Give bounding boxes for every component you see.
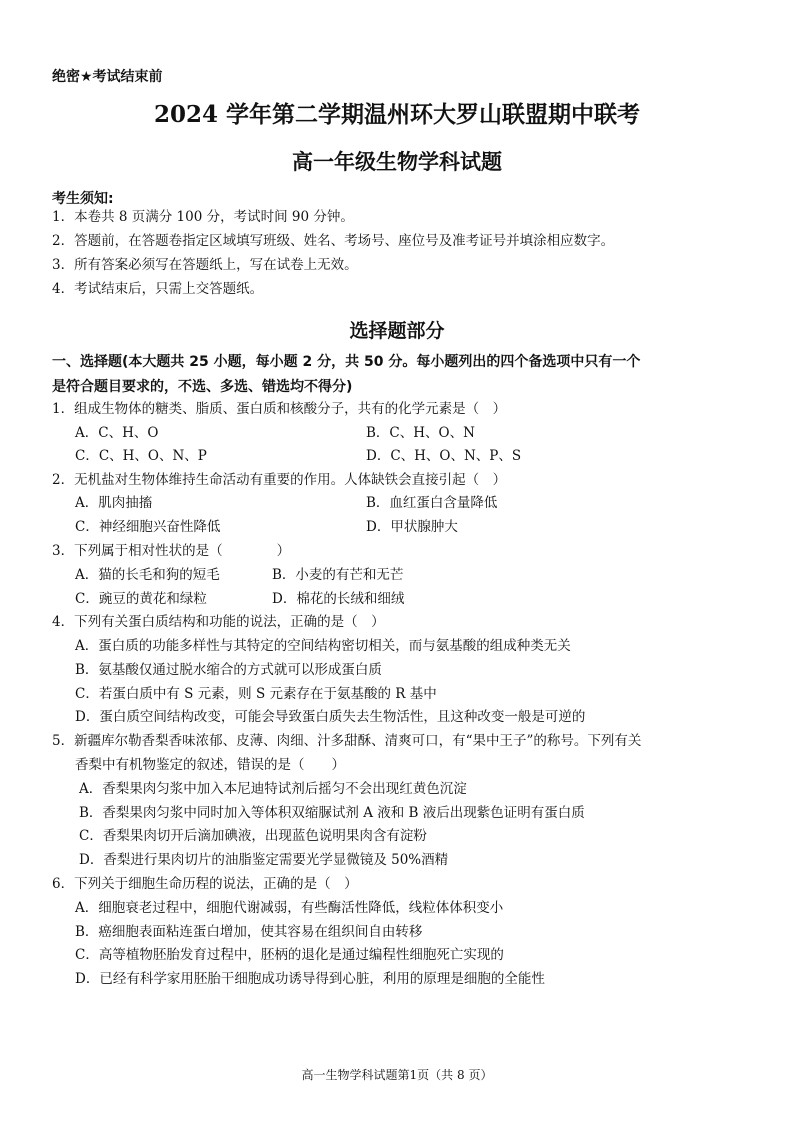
question-2-option-c: C．神经细胞兴奋性降低: [75, 519, 221, 535]
question-4-option-d: D．蛋白质空间结构改变，可能会导致蛋白质失去生物活性，且这种改变一般是可逆的: [75, 709, 586, 725]
exam-title: 2024 学年第二学期温州环大罗山联盟期中联考: [153, 101, 641, 128]
question-1-option-a: A．C、H、O: [75, 425, 159, 441]
question-2-option-d: D．甲状腺肿大: [366, 519, 458, 535]
question-6-stem: 6．下列关于细胞生命历程的说法，正确的是（ ）: [52, 876, 358, 892]
question-3-option-a: A．猫的长毛和狗的短毛: [75, 567, 220, 583]
question-1-option-b: B．C、H、O、N: [366, 425, 475, 441]
question-2-option-b: B．血红蛋白含量降低: [366, 495, 498, 511]
question-6-option-c: C．高等植物胚胎发育过程中，胚柄的退化是通过编程性细胞死亡实现的: [75, 947, 504, 963]
question-4-stem: 4．下列有关蛋白质结构和功能的说法，正确的是（ ）: [52, 614, 385, 630]
question-6-option-d: D．已经有科学家用胚胎干细胞成功诱导得到心脏，利用的原理是细胞的全能性: [75, 971, 545, 987]
question-1-stem: 1．组成生物体的糖类、脂质、蛋白质和核酸分子，共有的化学元素是（ ）: [52, 401, 507, 417]
question-2-option-a: A．肌肉抽搐: [75, 495, 153, 511]
part-heading-line1: 一、选择题(本大题共 25 小题，每小题 2 分，共 50 分。每小题列出的四个备选项中只有一个: [52, 354, 641, 370]
question-6-option-a: A．细胞衰老过程中，细胞代谢减弱，有些酶活性降低，线粒体体积变小: [75, 900, 504, 916]
page-footer: 高一生物学科试题第1页（共 8 页）: [301, 1068, 493, 1082]
question-3-option-d: D．棉花的长绒和细绒: [272, 591, 405, 607]
section-title: 选择题部分: [349, 320, 445, 342]
notice-item-2: 2．答题前，在答题卷指定区域填写班级、姓名、考场号、座位号及准考证号并填涂相应数字。: [52, 233, 615, 249]
question-2-stem: 2．无机盐对生物体维持生命活动有重要的作用。人体缺铁会直接引起（ ）: [52, 472, 507, 488]
question-5-option-a: A．香梨果肉匀浆中加入本尼迪特试剂后摇匀不会出现红黄色沉淀: [79, 781, 467, 797]
exam-subtitle: 高一年级生物学科试题: [292, 149, 502, 174]
notice-item-1: 1．本卷共 8 页满分 100 分，考试时间 90 分钟。: [52, 209, 354, 225]
question-6-option-b: B．癌细胞表面粘连蛋白增加，使其容易在组织间自由转移: [75, 924, 423, 940]
question-3-option-c: C．豌豆的黄花和绿粒: [75, 591, 207, 607]
question-4-option-c: C．若蛋白质中有 S 元素，则 S 元素存在于氨基酸的 R 基中: [75, 686, 437, 702]
notice-heading: 考生须知:: [52, 191, 114, 207]
part-heading-line2: 是符合题目要求的，不选、多选、错选均不得分): [52, 379, 353, 395]
question-3-stem: 3．下列属于相对性状的是（ ）: [52, 543, 291, 559]
question-5-option-d: D．香梨进行果肉切片的油脂鉴定需要光学显微镜及 50%酒精: [79, 852, 449, 868]
notice-item-4: 4．考试结束后，只需上交答题纸。: [52, 281, 264, 297]
question-3-option-b: B．小麦的有芒和无芒: [272, 567, 404, 583]
notice-item-3: 3．所有答案必须写在答题纸上，写在试卷上无效。: [52, 257, 358, 273]
question-5-option-b: B．香梨果肉匀浆中同时加入等体积双缩脲试剂 A 液和 B 液后出现紫色证明有蛋白质: [79, 805, 585, 821]
question-1-option-c: C．C、H、O、N、P: [75, 448, 207, 464]
question-5-stem-line2: 香梨中有机物鉴定的叙述，错误的是（ ）: [75, 757, 345, 773]
question-5-stem-line1: 5．新疆库尔勒香梨香味浓郁、皮薄、肉细、汁多甜酥、清爽可口，有“果中王子”的称号。下列有关: [52, 733, 642, 749]
question-4-option-a: A．蛋白质的功能多样性与其特定的空间结构密切相关，而与氨基酸的组成种类无关: [75, 638, 571, 654]
question-1-option-d: D．C、H、O、N、P、S: [366, 448, 522, 464]
question-4-option-b: B．氨基酸仅通过脱水缩合的方式就可以形成蛋白质: [75, 662, 382, 678]
question-5-option-c: C．香梨果肉切开后滴加碘液，出现蓝色说明果肉含有淀粉: [79, 828, 427, 844]
secret-mark: 绝密★考试结束前: [52, 69, 163, 85]
